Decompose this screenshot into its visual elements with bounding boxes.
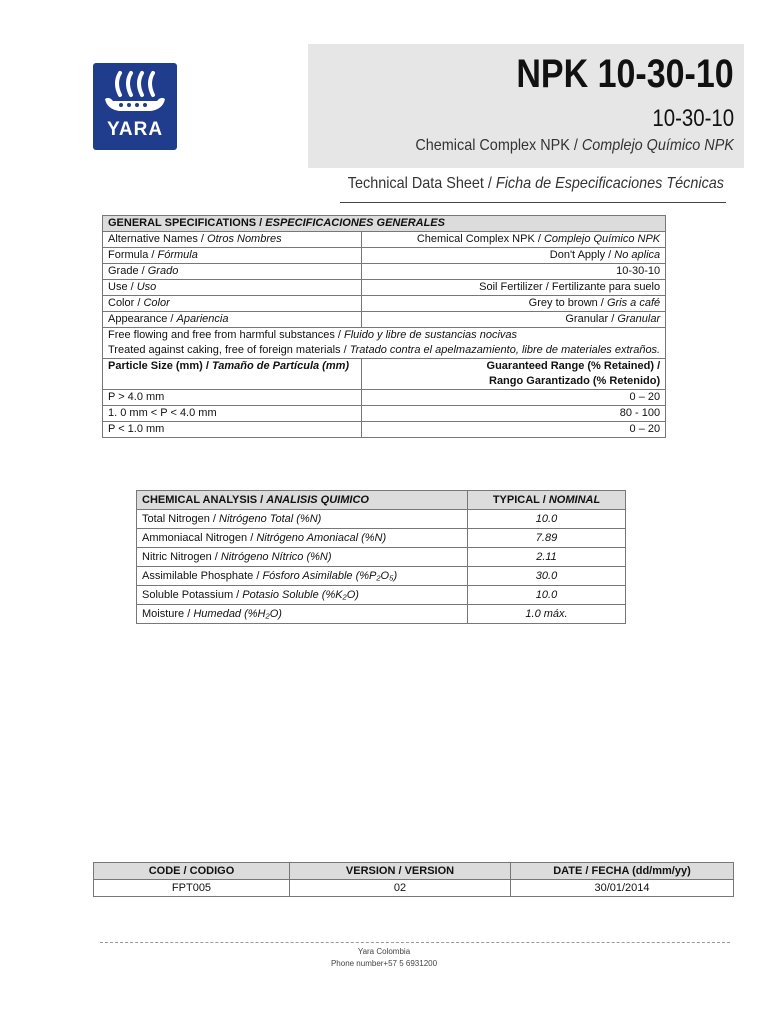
footer-company: Yara Colombia [357,947,411,956]
subtitle-es: Complejo Químico NPK [581,137,734,154]
table-row: P > 4.0 mm 0 – 20 [103,390,666,406]
document-control-table [93,862,734,897]
note-row: Free flowing and free from harmful substances / Fluido y libre de sustancias nocivas [103,328,666,344]
footer-phone: Phone number+57 5 6931200 [330,959,438,968]
table-row: Soluble Potassium / Potasio Soluble (%K₂O) 10.0 [137,586,626,605]
table-row: Alternative Names / Otros Nombres Chemical Complex NPK / Complejo Químico NPK [103,232,666,248]
viking-ship-icon [93,63,177,123]
table-row: Assimilable Phosphate / Fósforo Asimilable (%P₂O₅) 30.0 [137,567,626,586]
header-divider [340,202,726,203]
subtitle-en: Chemical Complex NPK / [415,137,582,154]
logo-text: YARA [106,119,164,140]
table-row: Appearance / Apariencia Granular / Granular [103,312,666,328]
table-row [94,880,734,897]
document-version: 02 [290,880,511,897]
note-row: Treated against caking, free of foreign materials / Tratado contra el apelmazamiento, libre de materiales extraños. [103,343,666,359]
table-row: Nitric Nitrogen / Nitrógeno Nítrico (%N) 2.11 [137,548,626,567]
chemical-analysis-header: CHEMICAL ANALYSIS / ANALISIS QUIMICO TYPICAL / NOMINAL [137,491,626,510]
product-title: NPK 10-30-10 [516,52,734,96]
table-row: Formula / Fórmula Don't Apply / No aplica [103,248,666,264]
document-control-header: CODE / CODIGO VERSION / VERSION DATE / FECHA (dd/mm/yy) [94,863,734,880]
chemical-analysis-table [136,490,626,624]
sheet-title [348,175,724,193]
general-header-es: ESPECIFICACIONES GENERALES [265,217,445,229]
product-grade: 10-30-10 [652,105,734,132]
particle-size-header: Particle Size (mm) / Tamaño de Partícula (mm) Guaranteed Range (% Retained) / Rango Garantizado (% Retenido) [103,359,666,390]
sheet-title-es: Ficha de Especificaciones Técnicas [495,175,724,192]
table-row: Total Nitrogen / Nitrógeno Total (%N) 10.0 [137,510,626,529]
document-date: 30/01/2014 [511,880,734,897]
general-header-en: GENERAL SPECIFICATIONS / [108,217,266,229]
footer-divider [100,942,730,943]
table-row: Moisture / Humedad (%H₂O) 1.0 máx. [137,605,626,624]
product-subtitle [415,137,734,155]
general-specifications-header [103,216,666,232]
yara-logo [93,63,177,150]
table-row: 1. 0 mm < P < 4.0 mm 80 - 100 [103,406,666,422]
table-row: P < 1.0 mm 0 – 20 [103,422,666,438]
table-row: Grade / Grado 10-30-10 [103,264,666,280]
document-code: FPT005 [94,880,290,897]
general-specifications-table [102,215,666,438]
table-row: Ammoniacal Nitrogen / Nitrógeno Amoniacal (%N) 7.89 [137,529,626,548]
sheet-title-en: Technical Data Sheet / [347,175,496,192]
table-row: Color / Color Grey to brown / Gris a café [103,296,666,312]
table-row: Use / Uso Soil Fertilizer / Fertilizante para suelo [103,280,666,296]
